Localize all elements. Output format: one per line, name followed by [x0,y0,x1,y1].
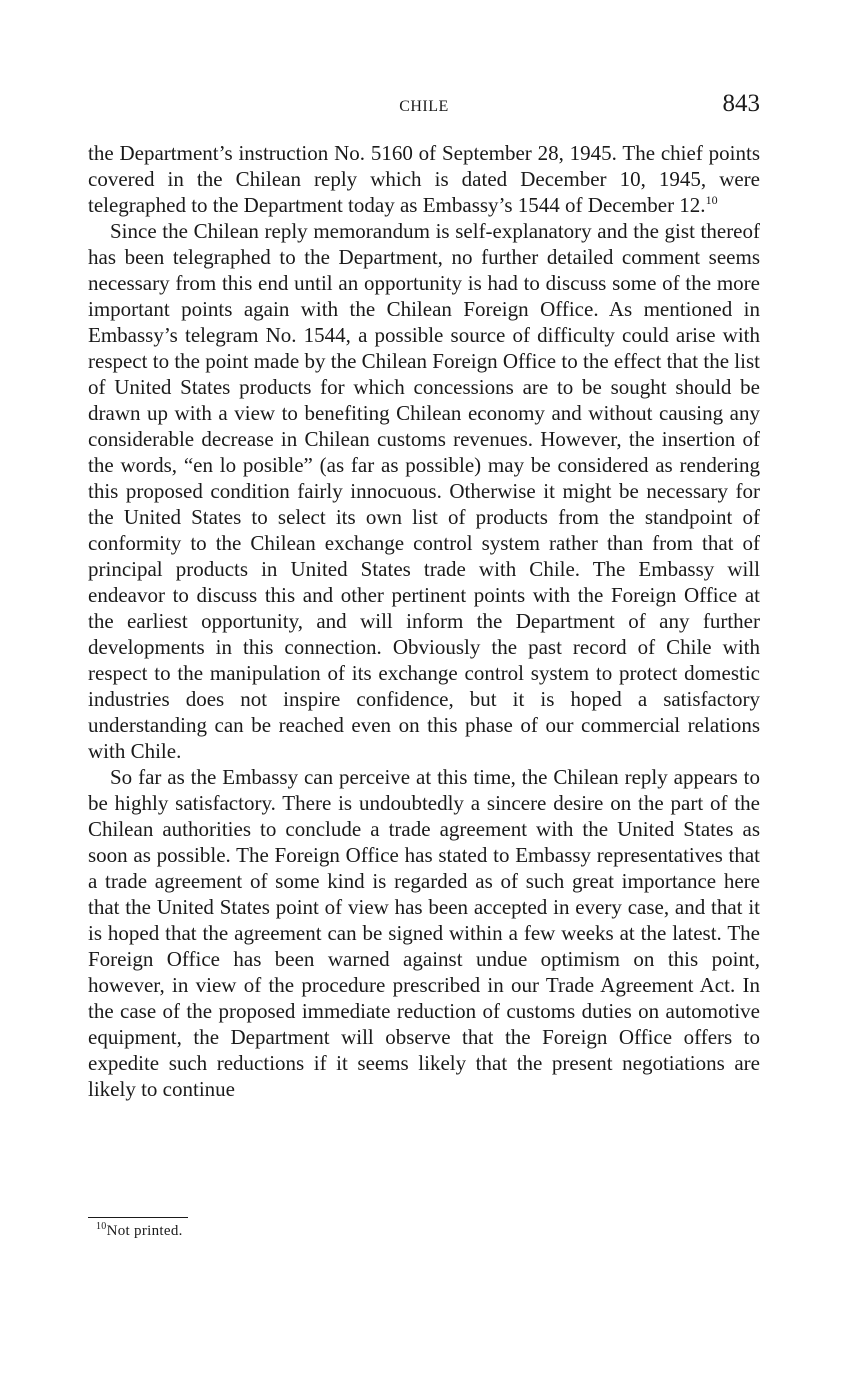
body-text [88,140,760,1102]
footnote-number: 10 [96,1221,107,1232]
paragraph-2: Since the Chilean reply memorandum is self-explanatory and the gist thereof has been telegraphed to the Department, no further detailed comment seems necessary from this end until an opportunity is had to discuss some of the more important points again with the Chilean Foreign Office. As mentioned in Embassy’s telegram No. 1544, a possible source of difficulty could arise with respect to the point made by the Chilean Foreign Office to the effect that the list of United States products for which concessions are to be sought should be drawn up with a view to benefiting Chilean economy and without causing any considerable decrease in Chilean customs revenues. However, the insertion of the words, “en lo posible” (as far as possible) may be considered as rendering this proposed condition fairly innocuous. Otherwise it might be necessary for the United States to select its own list of products from the standpoint of conformity to the Chilean exchange control system rather than from that of principal products in United States trade with Chile. The Embassy will endeavor to discuss this and other pertinent points with the Foreign Office at the earliest opportunity, and will inform the Department of any further developments in this connection. Obviously the past record of Chile with respect to the manipulation of its exchange control system to protect domestic industries does not inspire confidence, but it is hoped a satisfactory understanding can be reached even on this phase of our commercial relations with Chile. [88,219,760,763]
running-title: CHILE [399,98,449,115]
page-number: 843 [722,90,760,117]
paragraph-1-text: the Department’s instruction No. 5160 of September 28, 1945. The chief points covered in the Chilean reply which is dated December 10, 1945, were telegraphed to the Department today as Embassy’s 1544 of December 12. [88,141,760,217]
running-head [88,90,760,124]
footnote-text: Not printed. [106,1223,183,1239]
paragraph-1 [88,140,760,218]
paragraph-3: So far as the Embassy can perceive at this time, the Chilean reply appears to be highly satisfactory. There is undoubtedly a sincere desire on the part of the Chilean authorities to conclude a trade agreement with the United States as soon as possible. The Foreign Office has stated to Embassy representatives that a trade agreement of some kind is regarded as of such great importance here that the United States point of view has been accepted in every case, and that it is hoped that the agreement can be signed within a few weeks at the latest. The Foreign Office has been warned against undue optimism on this point, however, in view of the procedure prescribed in our Trade Agreement Act. In the case of the proposed immediate reduction of customs duties on automotive equipment, the Department will observe that the Foreign Office offers to expedite such reductions if it seems likely that the present negotiations are likely to continue [88,765,760,1101]
footnote [96,1221,183,1241]
footnote-divider [88,1217,188,1218]
footnote-reference: 10 [705,193,718,207]
